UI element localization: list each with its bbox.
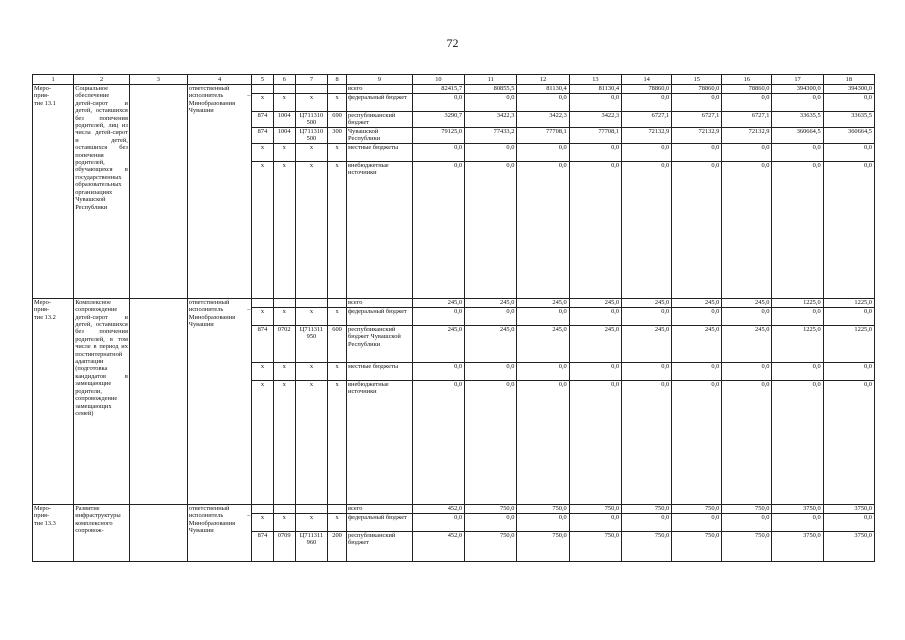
amount-value: 0,0 bbox=[569, 380, 621, 504]
amount-value: 245,0 bbox=[672, 325, 722, 362]
section-code: 1004 bbox=[273, 112, 295, 128]
column-number: 14 bbox=[622, 75, 672, 85]
amount-value: 0,0 bbox=[412, 513, 464, 531]
amount-value: 0,0 bbox=[672, 94, 722, 112]
amount-value: 0,0 bbox=[722, 94, 772, 112]
amount-value: 0,0 bbox=[517, 307, 569, 325]
amount-value: 78860,0 bbox=[672, 85, 722, 94]
grbs-code: x bbox=[252, 161, 273, 298]
amount-value: 0,0 bbox=[465, 307, 517, 325]
section-code: 0709 bbox=[273, 531, 295, 561]
amount-value: 0,0 bbox=[412, 143, 464, 161]
expense-type-code: 690 bbox=[328, 112, 347, 128]
amount-value: 0,0 bbox=[412, 362, 464, 380]
amount-value: 0,0 bbox=[722, 513, 772, 531]
expense-type-code bbox=[328, 504, 347, 513]
amount-value: 0,0 bbox=[622, 94, 672, 112]
amount-value: 81130,4 bbox=[517, 85, 569, 94]
amount-value: 6727,1 bbox=[722, 112, 772, 128]
amount-value: 0,0 bbox=[722, 143, 772, 161]
amount-value: 0,0 bbox=[465, 94, 517, 112]
amount-value: 77433,2 bbox=[465, 127, 517, 143]
empty-cell bbox=[129, 85, 187, 299]
amount-value: 394300,0 bbox=[772, 85, 823, 94]
responsible-executor: ответственный исполнитель – Минобразования Чувашии bbox=[187, 504, 252, 561]
grbs-code bbox=[252, 85, 273, 94]
target-article-code bbox=[295, 85, 327, 94]
target-article-code: Ц711310 500 bbox=[295, 127, 327, 143]
amount-value: 0,0 bbox=[622, 513, 672, 531]
funding-source: федеральный бюджет bbox=[347, 513, 413, 531]
amount-value: 0,0 bbox=[569, 161, 621, 298]
amount-value: 0,0 bbox=[569, 362, 621, 380]
target-article-code: x bbox=[295, 143, 327, 161]
amount-value: 6727,1 bbox=[672, 112, 722, 128]
amount-value: 1225,0 bbox=[772, 298, 823, 307]
amount-value: 0,0 bbox=[722, 380, 772, 504]
amount-value: 0,0 bbox=[517, 362, 569, 380]
amount-value: 3750,0 bbox=[823, 531, 874, 561]
expense-type-code: x bbox=[328, 143, 347, 161]
section-code: x bbox=[273, 161, 295, 298]
column-number: 5 bbox=[252, 75, 273, 85]
amount-value: 750,0 bbox=[465, 504, 517, 513]
column-number: 3 bbox=[129, 75, 187, 85]
amount-value: 750,0 bbox=[465, 531, 517, 561]
section-code: 0702 bbox=[273, 325, 295, 362]
measure-description: Комплексное сопровождение детей-сирот и детей, оставшихся без попечения родителей, в том числе в период их постинтернатной адаптации (подготовка кандидатов в замещающие родители, сопровождение замещающих семей) bbox=[74, 298, 130, 504]
measure-description: Развитие инфраструктуры комплексного сопровож- bbox=[74, 504, 130, 561]
grbs-code bbox=[252, 298, 273, 307]
column-number: 13 bbox=[569, 75, 621, 85]
amount-value: 360664,5 bbox=[772, 127, 823, 143]
target-article-code: x bbox=[295, 307, 327, 325]
amount-value: 0,0 bbox=[722, 307, 772, 325]
amount-value: 80855,5 bbox=[465, 85, 517, 94]
amount-value: 0,0 bbox=[412, 94, 464, 112]
amount-value: 0,0 bbox=[569, 94, 621, 112]
grbs-code: 874 bbox=[252, 127, 273, 143]
amount-value: 0,0 bbox=[772, 94, 823, 112]
grbs-code: x bbox=[252, 513, 273, 531]
amount-value: 0,0 bbox=[465, 161, 517, 298]
amount-value: 394300,0 bbox=[823, 85, 874, 94]
amount-value: 0,0 bbox=[622, 362, 672, 380]
grbs-code: 874 bbox=[252, 531, 273, 561]
funding-source: всего bbox=[347, 298, 413, 307]
amount-value: 1225,0 bbox=[823, 325, 874, 362]
expense-type-code: 200 bbox=[328, 531, 347, 561]
amount-value: 0,0 bbox=[622, 380, 672, 504]
amount-value: 750,0 bbox=[622, 504, 672, 513]
amount-value: 0,0 bbox=[823, 362, 874, 380]
amount-value: 0,0 bbox=[465, 513, 517, 531]
grbs-code bbox=[252, 504, 273, 513]
amount-value: 0,0 bbox=[672, 380, 722, 504]
funding-source: республиканский бюджет Чувашской Республики bbox=[347, 325, 413, 362]
column-number: 10 bbox=[412, 75, 464, 85]
funding-source: местные бюджеты bbox=[347, 143, 413, 161]
amount-value: 0,0 bbox=[823, 94, 874, 112]
amount-value: 0,0 bbox=[772, 161, 823, 298]
amount-value: 0,0 bbox=[672, 513, 722, 531]
funding-source: республиканский бюджет bbox=[347, 112, 413, 128]
column-number: 4 bbox=[187, 75, 252, 85]
expense-type-code: x bbox=[328, 161, 347, 298]
responsible-executor: ответственный исполнитель – Минобразования Чувашии bbox=[187, 298, 252, 504]
grbs-code: x bbox=[252, 380, 273, 504]
amount-value: 750,0 bbox=[722, 531, 772, 561]
column-number: 11 bbox=[465, 75, 517, 85]
target-article-code bbox=[295, 298, 327, 307]
amount-value: 0,0 bbox=[823, 307, 874, 325]
amount-value: 0,0 bbox=[823, 513, 874, 531]
section-code: x bbox=[273, 307, 295, 325]
section-code: x bbox=[273, 513, 295, 531]
amount-value: 3422,3 bbox=[569, 112, 621, 128]
column-number: 8 bbox=[328, 75, 347, 85]
amount-value: 3422,3 bbox=[517, 112, 569, 128]
amount-value: 750,0 bbox=[672, 531, 722, 561]
amount-value: 33635,5 bbox=[823, 112, 874, 128]
funding-source: федеральный бюджет bbox=[347, 307, 413, 325]
target-article-code: x bbox=[295, 380, 327, 504]
section-code bbox=[273, 504, 295, 513]
responsible-executor: ответственный исполнитель – Минобразования Чувашии bbox=[187, 85, 252, 299]
amount-value: 0,0 bbox=[517, 94, 569, 112]
target-article-code: x bbox=[295, 94, 327, 112]
expense-type-code bbox=[328, 85, 347, 94]
expense-type-code: 300 bbox=[328, 127, 347, 143]
expense-type-code: x bbox=[328, 94, 347, 112]
amount-value: 0,0 bbox=[823, 161, 874, 298]
section-code: x bbox=[273, 94, 295, 112]
amount-value: 72132,9 bbox=[672, 127, 722, 143]
amount-value: 0,0 bbox=[772, 362, 823, 380]
expense-type-code: 600 bbox=[328, 325, 347, 362]
measure-number: Меро- прия- тие 13.3 bbox=[33, 504, 74, 561]
amount-value: 77708,1 bbox=[517, 127, 569, 143]
amount-value: 0,0 bbox=[772, 307, 823, 325]
amount-value: 245,0 bbox=[622, 298, 672, 307]
column-number: 1 bbox=[33, 75, 74, 85]
amount-value: 3750,0 bbox=[772, 504, 823, 513]
funding-source: внебюджетные источники bbox=[347, 161, 413, 298]
amount-value: 0,0 bbox=[569, 143, 621, 161]
amount-value: 245,0 bbox=[722, 325, 772, 362]
expense-type-code: x bbox=[328, 307, 347, 325]
amount-value: 0,0 bbox=[412, 307, 464, 325]
amount-value: 750,0 bbox=[569, 504, 621, 513]
grbs-code: x bbox=[252, 307, 273, 325]
section-code: x bbox=[273, 143, 295, 161]
target-article-code: x bbox=[295, 161, 327, 298]
amount-value: 1225,0 bbox=[772, 325, 823, 362]
column-number: 7 bbox=[295, 75, 327, 85]
amount-value: 452,0 bbox=[412, 504, 464, 513]
amount-value: 0,0 bbox=[722, 161, 772, 298]
amount-value: 0,0 bbox=[672, 161, 722, 298]
empty-cell bbox=[129, 298, 187, 504]
amount-value: 0,0 bbox=[412, 161, 464, 298]
amount-value: 0,0 bbox=[823, 143, 874, 161]
amount-value: 245,0 bbox=[569, 325, 621, 362]
amount-value: 82415,7 bbox=[412, 85, 464, 94]
column-number: 2 bbox=[74, 75, 130, 85]
target-article-code bbox=[295, 504, 327, 513]
amount-value: 0,0 bbox=[622, 161, 672, 298]
amount-value: 72132,9 bbox=[722, 127, 772, 143]
amount-value: 750,0 bbox=[722, 504, 772, 513]
amount-value: 78860,0 bbox=[722, 85, 772, 94]
section-code bbox=[273, 85, 295, 94]
amount-value: 0,0 bbox=[622, 307, 672, 325]
amount-value: 0,0 bbox=[412, 380, 464, 504]
funding-source: Чувашской Республики bbox=[347, 127, 413, 143]
funding-source: всего bbox=[347, 504, 413, 513]
amount-value: 0,0 bbox=[517, 513, 569, 531]
amount-value: 750,0 bbox=[517, 504, 569, 513]
amount-value: 750,0 bbox=[517, 531, 569, 561]
amount-value: 79125,0 bbox=[412, 127, 464, 143]
amount-value: 0,0 bbox=[672, 143, 722, 161]
amount-value: 77708,1 bbox=[569, 127, 621, 143]
column-number: 15 bbox=[672, 75, 722, 85]
amount-value: 33635,5 bbox=[772, 112, 823, 128]
funding-source: республиканский бюджет bbox=[347, 531, 413, 561]
target-article-code: Ц711310 500 bbox=[295, 112, 327, 128]
amount-value: 78860,0 bbox=[622, 85, 672, 94]
table-row bbox=[33, 504, 875, 513]
expense-type-code: x bbox=[328, 362, 347, 380]
amount-value: 0,0 bbox=[772, 143, 823, 161]
grbs-code: x bbox=[252, 94, 273, 112]
section-code: 1004 bbox=[273, 127, 295, 143]
amount-value: 0,0 bbox=[823, 380, 874, 504]
table-row bbox=[33, 298, 875, 307]
target-article-code: Ц711311 950 bbox=[295, 325, 327, 362]
amount-value: 1225,0 bbox=[823, 298, 874, 307]
amount-value: 750,0 bbox=[569, 531, 621, 561]
measure-number: Меро- прия- тие 13.2 bbox=[33, 298, 74, 504]
amount-value: 0,0 bbox=[465, 380, 517, 504]
funding-source: местные бюджеты bbox=[347, 362, 413, 380]
funding-source: федеральный бюджет bbox=[347, 94, 413, 112]
amount-value: 245,0 bbox=[722, 298, 772, 307]
amount-value: 0,0 bbox=[517, 380, 569, 504]
budget-table bbox=[32, 74, 875, 562]
amount-value: 0,0 bbox=[772, 380, 823, 504]
amount-value: 0,0 bbox=[672, 362, 722, 380]
amount-value: 245,0 bbox=[465, 325, 517, 362]
column-number: 16 bbox=[722, 75, 772, 85]
grbs-code: x bbox=[252, 143, 273, 161]
target-article-code: x bbox=[295, 362, 327, 380]
column-number: 12 bbox=[517, 75, 569, 85]
amount-value: 0,0 bbox=[722, 362, 772, 380]
amount-value: 245,0 bbox=[517, 298, 569, 307]
grbs-code: 874 bbox=[252, 112, 273, 128]
amount-value: 0,0 bbox=[569, 513, 621, 531]
amount-value: 0,0 bbox=[622, 143, 672, 161]
amount-value: 6727,1 bbox=[622, 112, 672, 128]
expense-type-code: x bbox=[328, 380, 347, 504]
amount-value: 245,0 bbox=[412, 298, 464, 307]
amount-value: 3750,0 bbox=[772, 531, 823, 561]
target-article-code: x bbox=[295, 513, 327, 531]
column-number: 9 bbox=[347, 75, 413, 85]
amount-value: 245,0 bbox=[517, 325, 569, 362]
amount-value: 81130,4 bbox=[569, 85, 621, 94]
amount-value: 0,0 bbox=[569, 307, 621, 325]
grbs-code: x bbox=[252, 362, 273, 380]
amount-value: 245,0 bbox=[412, 325, 464, 362]
expense-type-code bbox=[328, 298, 347, 307]
section-code bbox=[273, 298, 295, 307]
column-number: 17 bbox=[772, 75, 823, 85]
amount-value: 3422,3 bbox=[465, 112, 517, 128]
section-code: x bbox=[273, 362, 295, 380]
amount-value: 3290,7 bbox=[412, 112, 464, 128]
expense-type-code: x bbox=[328, 513, 347, 531]
target-article-code: Ц711311 960 bbox=[295, 531, 327, 561]
amount-value: 0,0 bbox=[772, 513, 823, 531]
amount-value: 0,0 bbox=[517, 161, 569, 298]
amount-value: 245,0 bbox=[622, 325, 672, 362]
measure-number: Меро- прия- тие 13.1 bbox=[33, 85, 74, 299]
section-code: x bbox=[273, 380, 295, 504]
funding-source: внебюджетные источники bbox=[347, 380, 413, 504]
amount-value: 245,0 bbox=[569, 298, 621, 307]
header-row bbox=[33, 75, 875, 85]
amount-value: 360664,5 bbox=[823, 127, 874, 143]
amount-value: 0,0 bbox=[672, 307, 722, 325]
column-number: 6 bbox=[273, 75, 295, 85]
amount-value: 3750,0 bbox=[823, 504, 874, 513]
amount-value: 750,0 bbox=[622, 531, 672, 561]
amount-value: 750,0 bbox=[672, 504, 722, 513]
amount-value: 0,0 bbox=[517, 143, 569, 161]
empty-cell bbox=[129, 504, 187, 561]
amount-value: 245,0 bbox=[465, 298, 517, 307]
measure-description: Социальное обеспечение детей-сирот и детей, оставшихся без попечения родителей, лиц из числа детей-сирот и детей, оставшихся без попечения родителей, обучающихся в государственных образовательных организациях Чувашской Республики bbox=[74, 85, 130, 299]
grbs-code: 874 bbox=[252, 325, 273, 362]
table-row bbox=[33, 85, 875, 94]
column-number: 18 bbox=[823, 75, 874, 85]
funding-source: всего bbox=[347, 85, 413, 94]
amount-value: 0,0 bbox=[465, 362, 517, 380]
amount-value: 72132,9 bbox=[622, 127, 672, 143]
amount-value: 452,0 bbox=[412, 531, 464, 561]
amount-value: 0,0 bbox=[465, 143, 517, 161]
page-number: 72 bbox=[446, 36, 459, 50]
amount-value: 245,0 bbox=[672, 298, 722, 307]
